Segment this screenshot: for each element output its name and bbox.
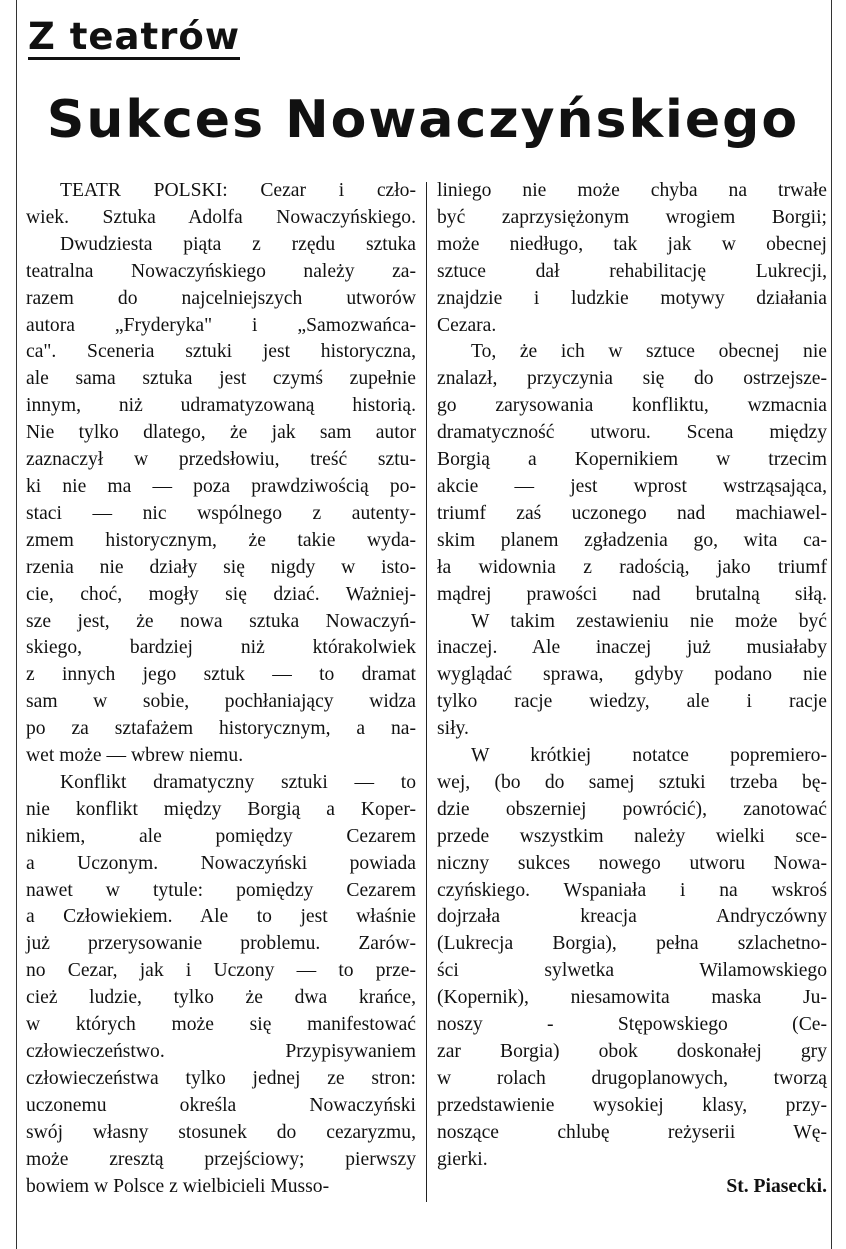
text-line: w rolach drugoplanowych, tworzą bbox=[437, 1067, 827, 1089]
text-line: ści sylwetka Wilamowskiego bbox=[437, 960, 827, 982]
text-line: a Człowiekiem. Ale to jest właśnie bbox=[26, 906, 416, 928]
text-line: cie, choć, mogły się dziać. Ważniej- bbox=[26, 583, 416, 605]
text-line: znalazł, przyczynia się do ostrzejsze- bbox=[437, 368, 827, 390]
text-line: może zresztą przejściowy; pierwszy bbox=[26, 1148, 416, 1170]
article-column-right bbox=[437, 178, 827, 1200]
text-line: ale sama sztuka jest czymś zupełnie bbox=[26, 368, 416, 390]
text-line: staci — nic wspólnego z autenty- bbox=[26, 502, 416, 524]
text-line: W krótkiej notatce popremiero- bbox=[471, 745, 827, 767]
text-line: (Lukrecja Borgia), pełna szlachetno- bbox=[437, 933, 827, 955]
text-line: przedstawienie wysokiej klasy, przy- bbox=[437, 1094, 827, 1116]
text-line: być zaprzysiężonym wrogiem Borgii; bbox=[437, 206, 827, 228]
text-line: gierki. bbox=[437, 1148, 488, 1170]
text-line: może niedługo, tak jak w obecnej bbox=[437, 233, 827, 255]
text-line: (Kopernik), niesamowita maska Ju- bbox=[437, 987, 827, 1009]
text-line: dojrzała kreacja Andryczówny bbox=[437, 906, 827, 928]
text-line: Borgią a Kopernikiem w trzecim bbox=[437, 449, 827, 471]
text-line: innym, niż udramatyzowaną historią. bbox=[26, 395, 416, 417]
text-line: czyńskiego. Wspaniała i na wskroś bbox=[437, 879, 827, 901]
column-divider bbox=[426, 182, 427, 1202]
right-column-rule bbox=[831, 0, 832, 1249]
text-line: dramatyczność utworu. Scena między bbox=[437, 422, 827, 444]
text-line: razem do najcelniejszych utworów bbox=[26, 287, 416, 309]
text-line: wiek. Sztuka Adolfa Nowaczyńskiego. bbox=[26, 206, 416, 228]
left-column-rule bbox=[16, 0, 17, 1249]
text-line: zaznaczył w przedsłowiu, treść sztu- bbox=[26, 449, 416, 471]
text-line: człowieczeństwa tylko jednej ze stron: bbox=[26, 1067, 416, 1089]
text-line: skiego, bardziej niż którakolwiek bbox=[26, 637, 416, 659]
text-line: po za sztafażem historycznym, a na- bbox=[26, 718, 416, 740]
text-line: wet może — wbrew niemu. bbox=[26, 745, 244, 767]
text-line: go zarysowania konfliktu, wzmacnia bbox=[437, 395, 827, 417]
text-line: nikiem, ale pomiędzy Cezarem bbox=[26, 825, 416, 847]
text-line: TEATR POLSKI: Cezar i czło- bbox=[60, 180, 416, 201]
text-line: człowieczeństwo. Przypisywaniem bbox=[26, 1041, 416, 1062]
text-line: wej, (bo do samej sztuki trzeba bę- bbox=[437, 771, 827, 793]
text-line: uczonemu określa Nowaczyński bbox=[26, 1094, 416, 1116]
text-line: ca". Sceneria sztuki jest historyczna, bbox=[26, 341, 416, 363]
text-line: mądrej prawości nad brutalną siłą. bbox=[437, 583, 827, 605]
text-line: przede wszystkim należy wielki sce- bbox=[437, 825, 827, 847]
text-line: wyglądać sprawa, gdyby podano nie bbox=[437, 664, 827, 686]
text-line: ła widownia z radością, jako triumf bbox=[437, 556, 827, 578]
text-line: akcie — jest wprost wstrząsająca, bbox=[437, 475, 827, 497]
text-line: cież ludzie, tylko że dwa krańce, bbox=[26, 987, 416, 1009]
text-line: sztuce dał rehabilitację Lukrecji, bbox=[437, 260, 827, 282]
text-line: zmem historycznym, że takie wyda- bbox=[26, 529, 416, 551]
text-line: z innych jego sztuk — to dramat bbox=[26, 664, 416, 686]
text-line: swój własny stosunek do cezaryzmu, bbox=[26, 1121, 416, 1143]
text-line: nawet w tytule: pomiędzy Cezarem bbox=[26, 879, 416, 901]
text-line: ki nie ma — poza prawdziwością po- bbox=[26, 475, 416, 497]
text-line: dzie obszerniej powrócić), zanotować bbox=[437, 798, 827, 820]
text-line: noszy - Stępowskiego (Ce- bbox=[437, 1014, 827, 1036]
article-column-left bbox=[26, 178, 416, 1200]
text-line: inaczej. Ale inaczej już musiałaby bbox=[437, 637, 827, 659]
text-line: sam w sobie, pochłaniający widza bbox=[26, 691, 416, 713]
section-label: Z teatrów bbox=[28, 15, 240, 58]
headline: Sukces Nowaczyńskiego bbox=[46, 90, 800, 150]
text-line: już przerysowanie problemu. Zarów- bbox=[26, 933, 416, 955]
text-line: Konflikt dramatyczny sztuki — to bbox=[60, 771, 416, 793]
text-line: noszące chlubę reżyserii Wę- bbox=[437, 1121, 827, 1143]
text-line: bowiem w Polsce z wielbicieli Musso- bbox=[26, 1175, 330, 1197]
text-line: no Cezar, jak i Uczony — to prze- bbox=[26, 960, 416, 982]
text-line: triumf zaś uczonego nad machiawel- bbox=[437, 502, 827, 524]
text-line: Cezara. bbox=[437, 314, 497, 336]
text-line: To, że ich w sztuce obecnej nie bbox=[471, 341, 827, 363]
text-line: a Uczonym. Nowaczyński powiada bbox=[26, 852, 416, 874]
text-line: zar Borgia) obok doskonałej gry bbox=[437, 1041, 827, 1062]
text-line: znajdzie i ludzkie motywy działania bbox=[437, 287, 827, 309]
text-line: rzenia nie działy się nigdy w isto- bbox=[26, 556, 416, 578]
text-line: teatralna Nowaczyńskiego należy za- bbox=[26, 260, 416, 282]
text-line: w których może się manifestować bbox=[26, 1014, 416, 1036]
text-line: Dwudziesta piąta z rzędu sztuka bbox=[60, 233, 416, 255]
text-line: W takim zestawieniu nie może być bbox=[471, 610, 827, 632]
text-line: skim planem zgładzenia go, wita ca- bbox=[437, 529, 827, 551]
text-line: liniego nie może chyba na trwałe bbox=[437, 180, 827, 201]
text-line: autora „Fryderyka" i „Samozwańca- bbox=[26, 314, 416, 336]
text-line: sze jest, że nowa sztuka Nowaczyń- bbox=[26, 610, 416, 632]
text-line: niczny sukces nowego utworu Nowa- bbox=[437, 852, 827, 874]
text-line: tylko racje wiedzy, ale i racje bbox=[437, 691, 827, 713]
author-signature: St. Piasecki. bbox=[726, 1175, 827, 1197]
text-line: Nie tylko dlatego, że jak sam autor bbox=[26, 422, 416, 444]
text-line: siły. bbox=[437, 718, 469, 740]
text-line: nie konflikt między Borgią a Koper- bbox=[26, 798, 416, 820]
